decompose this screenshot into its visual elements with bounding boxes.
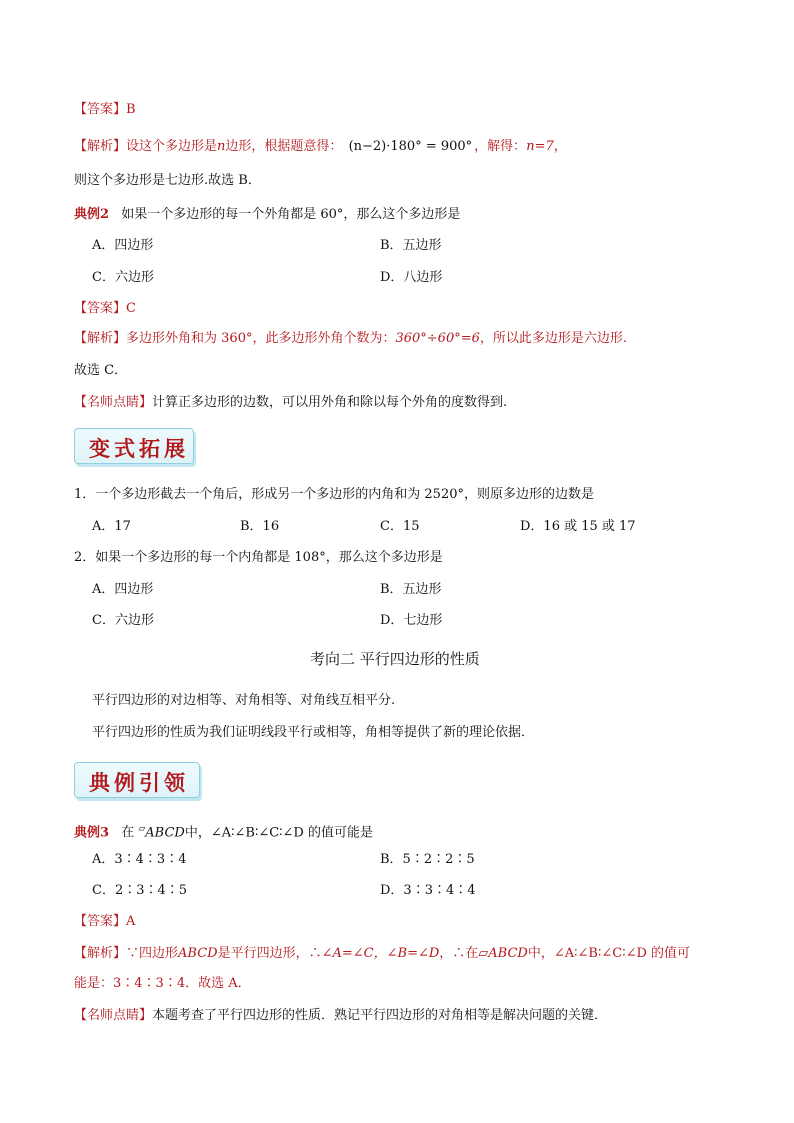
analysis-text: ，所以此多边形是六边形. bbox=[479, 331, 628, 346]
analysis-tag: 【解析】 bbox=[74, 946, 127, 961]
answer-tag: 【答案】 bbox=[74, 102, 127, 117]
analysis-text: 中，∠A∶∠B∶∠C∶∠D 的值可 bbox=[527, 946, 691, 961]
analysis-line-6: 能是：3∶4∶3∶4．故选 A． bbox=[74, 976, 251, 991]
q2-option-d: D．七边形 bbox=[380, 613, 443, 628]
analysis-text: ，解得： bbox=[474, 139, 527, 154]
answer-tag: 【答案】 bbox=[74, 914, 127, 929]
option-d: D．八边形 bbox=[380, 270, 443, 285]
example-tag: 典例2 bbox=[74, 207, 110, 222]
analysis-text: ，∴在 bbox=[439, 946, 479, 961]
option-c: C．六边形 bbox=[92, 270, 154, 285]
question-text: 如果一个多边形的每一个外角都是 60°，那么这个多边形是 bbox=[121, 207, 461, 222]
tip-line-1 bbox=[74, 394, 507, 412]
answer-line-1 bbox=[74, 101, 136, 119]
answer-tag: 【答案】 bbox=[74, 301, 127, 316]
analysis-line-3 bbox=[74, 330, 627, 348]
section-paragraph-1: 平行四边形的对边相等、对角相等、对角线互相平分. bbox=[92, 693, 396, 708]
banner-title: 变式拓展 bbox=[89, 436, 189, 461]
option-b: B．五边形 bbox=[380, 238, 442, 253]
ex3-option-c: C．2∶3∶4∶5 bbox=[92, 883, 188, 898]
tip-text: 计算正多边形的边数，可以用外角和除以每个外角的度数得到. bbox=[152, 395, 508, 410]
tip-text: 本题考查了平行四边形的性质．熟记平行四边形的对角相等是解决问题的关键． bbox=[152, 1008, 608, 1023]
q2-option-a: A．四边形 bbox=[92, 582, 154, 597]
parallelogram-symbol: ▱ bbox=[138, 824, 146, 834]
result: n=7 bbox=[526, 139, 554, 154]
banner-variant-expansion bbox=[74, 428, 194, 464]
analysis-text: 多边形外角和为 360°，此多边形外角个数为： bbox=[126, 331, 396, 346]
tip-line-2 bbox=[74, 1007, 607, 1025]
question-text: 在 bbox=[121, 825, 135, 841]
analysis-line-5 bbox=[74, 945, 690, 963]
ex3-option-d: D．3∶3∶4∶4 bbox=[380, 883, 476, 898]
question-var: ABCD bbox=[145, 825, 185, 841]
example-tag: 典例3 bbox=[74, 825, 110, 841]
answer-value: C bbox=[126, 301, 136, 316]
banner-title: 典例引领 bbox=[89, 770, 189, 795]
answer-line-2 bbox=[74, 300, 136, 318]
answer-value: B bbox=[126, 102, 136, 117]
analysis-text: 边形，根据题意得： bbox=[225, 139, 343, 154]
banner-example-guide bbox=[74, 762, 200, 798]
ex3-option-b: B．5∶2∶2∶5 bbox=[380, 852, 475, 867]
analysis-var: ABCD bbox=[178, 946, 218, 961]
example-3-question bbox=[74, 820, 373, 842]
q1-option-b: B．16 bbox=[240, 519, 280, 534]
analysis-var: ▱ABCD bbox=[478, 946, 528, 961]
analysis-text: 是平行四边形，∴ bbox=[217, 946, 322, 961]
formula: (n−2)·180° = 900° bbox=[348, 139, 473, 154]
analysis-formula: 360°÷60°=6 bbox=[395, 331, 480, 346]
analysis-tag: 【解析】 bbox=[74, 139, 127, 154]
tip-tag: 【名师点睛】 bbox=[74, 1008, 153, 1023]
q2-option-b: B．五边形 bbox=[380, 582, 442, 597]
tip-tag: 【名师点睛】 bbox=[74, 395, 153, 410]
analysis-tag: 【解析】 bbox=[74, 331, 127, 346]
var-n: n bbox=[217, 139, 226, 154]
analysis-text: ， bbox=[553, 139, 567, 154]
ex3-option-a: A．3∶4∶3∶4 bbox=[92, 852, 187, 867]
answer-value: A bbox=[126, 914, 136, 929]
question-1: 1．一个多边形截去一个角后，形成另一个多边形的内角和为 2520°，则原多边形的边数是 bbox=[74, 487, 594, 502]
analysis-text: ∵四边形 bbox=[126, 946, 179, 961]
example-2-question bbox=[74, 206, 460, 224]
q1-option-d: D．16 或 15 或 17 bbox=[520, 519, 636, 534]
analysis-line-2: 则这个多边形是七边形.故选 B． bbox=[74, 173, 261, 188]
q1-option-c: C．15 bbox=[380, 519, 420, 534]
q2-option-c: C．六边形 bbox=[92, 613, 154, 628]
section-title: 考向二 平行四边形的性质 bbox=[310, 650, 480, 668]
q1-option-a: A．17 bbox=[92, 519, 131, 534]
question-text: 中，∠A∶∠B∶∠C∶∠D 的值可能是 bbox=[184, 825, 373, 841]
section-paragraph-2: 平行四边形的性质为我们证明线段平行或相等，角相等提供了新的理论依据． bbox=[92, 725, 535, 740]
analysis-text: 设这个多边形是 bbox=[126, 139, 218, 154]
question-2: 2．如果一个多边形的每一个内角都是 108°，那么这个多边形是 bbox=[74, 550, 443, 565]
analysis-line-4: 故选 C． bbox=[74, 363, 128, 378]
option-a: A．四边形 bbox=[92, 238, 154, 253]
analysis-line-1 bbox=[74, 138, 567, 156]
answer-line-3 bbox=[74, 913, 135, 931]
analysis-formula: ∠A=∠C，∠B=∠D bbox=[321, 946, 440, 961]
